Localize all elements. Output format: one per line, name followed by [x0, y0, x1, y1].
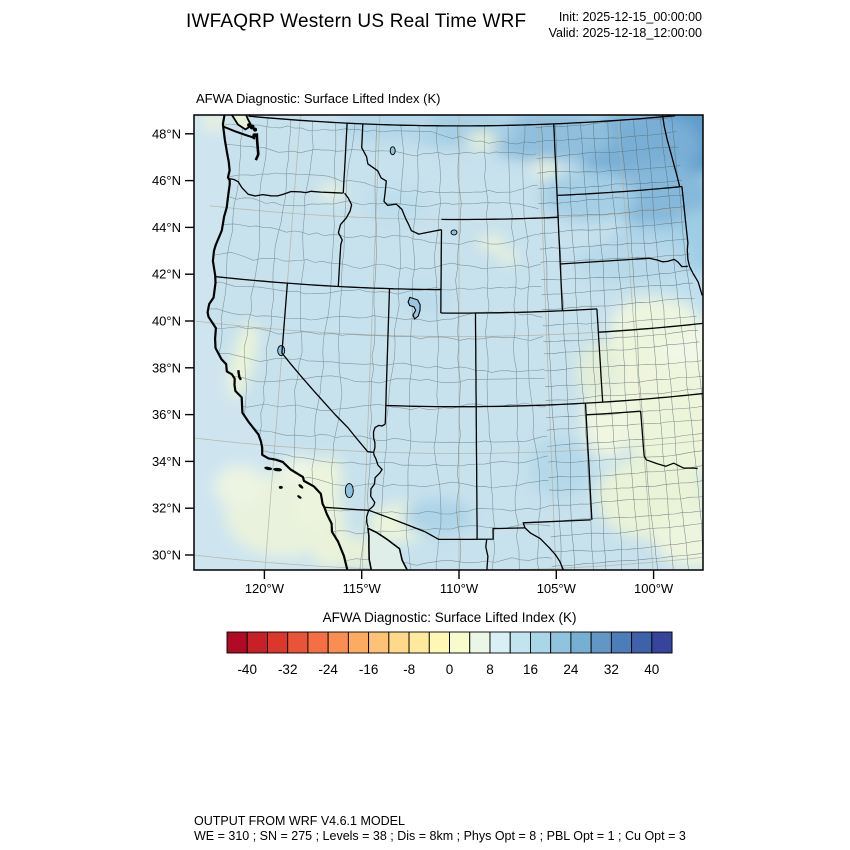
colorbar-segment [348, 632, 368, 653]
colorbar-segment [510, 632, 530, 653]
lon-tick-label: 100°W [634, 581, 674, 596]
page-title: IWFAQRP Western US Real Time WRF [186, 11, 527, 32]
colorbar-tick-label: -40 [237, 662, 257, 677]
lon-tick-label: 110°W [439, 581, 479, 596]
colorbar-segment [389, 632, 409, 653]
init-time: Init: 2025-12-15_00:00:00 [558, 10, 702, 24]
colorbar [227, 610, 672, 677]
lon-tick-label: 120°W [244, 581, 284, 596]
colorbar-segment [591, 632, 611, 653]
colorbar-segment [652, 632, 672, 653]
map-canvas [169, 90, 756, 606]
footer-line-2: WE = 310 ; SN = 275 ; Levels = 38 ; Dis = 8km ; Phys Opt = 8 ; PBL Opt = 1 ; Cu Opt = 3 [194, 829, 686, 843]
colorbar-segment [611, 632, 631, 653]
colorbar-segment [632, 632, 652, 653]
colorbar-segment [288, 632, 308, 653]
flathead-lake [390, 147, 395, 155]
lat-tick-label: 38°N [151, 360, 181, 376]
lat-tick-label: 44°N [151, 219, 181, 235]
colorbar-segment [571, 632, 591, 653]
colorbar-segment [227, 632, 247, 653]
lat-tick-label: 36°N [151, 407, 181, 423]
yellowstone-lake [451, 230, 457, 235]
footer-line-1: OUTPUT FROM WRF V4.6.1 MODEL [194, 814, 405, 828]
colorbar-segment [328, 632, 348, 653]
colorbar-tick-label: 40 [644, 662, 660, 677]
colorbar-segment [409, 632, 429, 653]
colorbar-title: AFWA Diagnostic: Surface Lifted Index (K) [322, 610, 577, 625]
lon-tick-label: 115°W [342, 581, 381, 596]
lake-tahoe [278, 346, 285, 356]
footer-model-info [194, 814, 686, 844]
colorbar-tick-label: 24 [563, 662, 579, 677]
colorbar-segment [470, 632, 490, 653]
colorbar-segment [308, 632, 328, 653]
colorbar-segment [429, 632, 449, 653]
colorbar-tick-label: -8 [403, 662, 416, 677]
colorbar-segment [450, 632, 470, 653]
puget-island [253, 128, 257, 132]
colorbar-segment [490, 632, 510, 653]
lat-tick-label: 30°N [151, 547, 181, 563]
lat-tick-label: 48°N [151, 126, 181, 142]
colorbar-tick-label: 32 [603, 662, 619, 677]
lat-tick-label: 46°N [151, 173, 181, 189]
colorbar-segment [369, 632, 389, 653]
state-border [441, 230, 442, 313]
field-title: AFWA Diagnostic: Surface Lifted Index (K) [196, 91, 441, 106]
colorbar-tick-label: 8 [486, 662, 494, 677]
colorbar-segment [530, 632, 550, 653]
lon-tick-label: 105°W [536, 581, 576, 596]
lat-tick-label: 34°N [151, 453, 181, 469]
colorbar-tick-label: -16 [358, 662, 379, 677]
colorbar-tick-label: -32 [277, 662, 298, 677]
colorbar-tick-label: 0 [445, 662, 454, 677]
lat-tick-label: 42°N [151, 266, 181, 282]
valid-time: Valid: 2025-12-18_12:00:00 [548, 25, 702, 40]
colorbar-tick-label: 16 [522, 662, 539, 677]
lat-tick-label: 40°N [151, 313, 181, 329]
puget-island [247, 123, 251, 127]
channel-island [279, 486, 283, 489]
colorbar-segment [551, 632, 571, 653]
colorbar-segment [267, 632, 287, 653]
colorbar-segment [247, 632, 267, 653]
lat-tick-label: 32°N [151, 500, 181, 516]
colorbar-tick-label: -24 [318, 662, 338, 677]
puget-island [252, 133, 256, 137]
salton-sea [345, 484, 353, 498]
